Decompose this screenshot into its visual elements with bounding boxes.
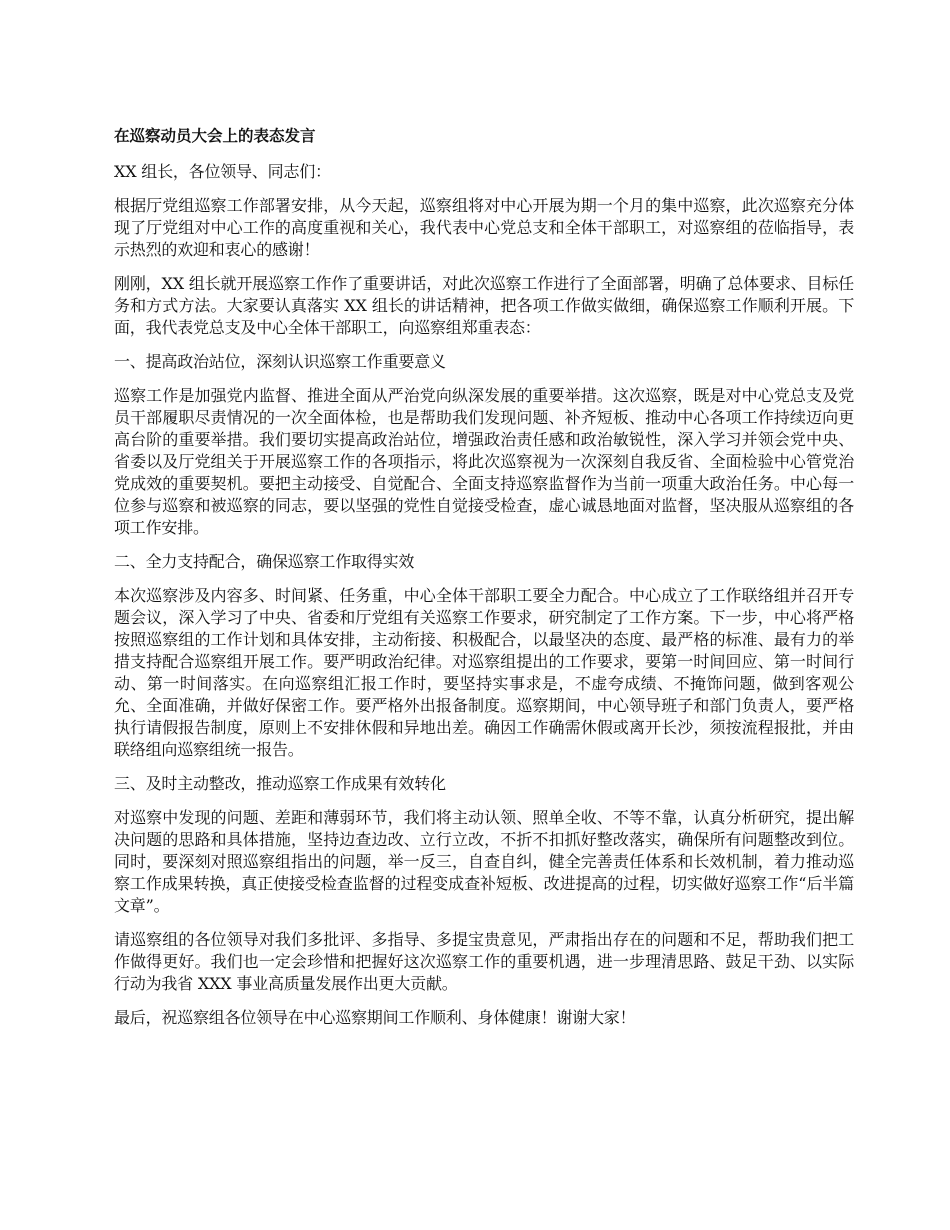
paragraph-section-2: 本次巡察涉及内容多、时间紧、任务重，中心全体干部职工要全力配合。中心成立了工作联络组并召开专题会议，深入学习了中央、省委和厅党组有关巡察工作要求，研究制定了工作方案。下一步，中心将严格按照巡察组的工作计划和具体安排，主动衔接、积极配合，以最坚决的态度、最严格的标准、最有力的举措支持配合巡察组开展工作。要严明政治纪律。对巡察组提出的工作要求，要第一时间回应、第一时间行动、第一时间落实。在向巡察组汇报工作时，要坚持实事求是，不虚夸成绩、不掩饰问题，做到客观公允、全面准确，并做好保密工作。要严格外出报备制度。巡察期间，中心领导班子和部门负责人，要严格执行请假报告制度，原则上不安排休假和异地出差。确因工作确需休假或离开长沙，须按流程报批，并由联络组向巡察组统一报告。 <box>114 586 854 759</box>
section-heading-3: 三、及时主动整改，推动巡察工作成果有效转化 <box>114 774 446 793</box>
section-heading-2: 二、全力支持配合，确保巡察工作取得实效 <box>114 552 415 571</box>
paragraph-request: 请巡察组的各位领导对我们多批评、多指导、多提宝贵意见，严肃指出存在的问题和不足，帮助我们把工作做得更好。我们也一定会珍惜和把握好这次巡察工作的重要机遇，进一步理清思路、鼓足干劲、以实际行动为我省 XXX 事业高质量发展作出更大贡献。 <box>114 930 854 993</box>
paragraph-statement: 刚刚，XX 组长就开展巡察工作作了重要讲话，对此次巡察工作进行了全面部署，明确了总体要求、目标任务和方式方法。大家要认真落实 XX 组长的讲话精神，把各项工作做实做细，确保巡察工作顺利开展。下面，我代表党总支及中心全体干部职工，向巡察组郑重表态： <box>114 274 854 337</box>
paragraph-section-3: 对巡察中发现的问题、差距和薄弱环节，我们将主动认领、照单全收、不等不靠，认真分析研究，提出解决问题的思路和具体措施，坚持边查边改、立行立改，不折不扣抓好整改落实，确保所有问题整改到位。同时，要深刻对照巡察组指出的问题，举一反三，自查自纠，健全完善责任体系和长效机制，着力推动巡察工作成果转换，真正使接受检查监督的过程变成查补短板、改进提高的过程，切实做好巡察工作“后半篇文章”。 <box>114 808 854 915</box>
section-heading-1: 一、提高政治站位，深刻认识巡察工作重要意义 <box>114 352 446 371</box>
paragraph-closing: 最后，祝巡察组各位领导在中心巡察期间工作顺利、身体健康！谢谢大家！ <box>114 1008 636 1027</box>
paragraph-intro: 根据厅党组巡察工作部署安排，从今天起，巡察组将对中心开展为期一个月的集中巡察，此次巡察充分体现了厅党组对中心工作的高度重视和关心，我代表中心党总支和全体干部职工，对巡察组的莅临指导，表示热烈的欢迎和衷心的感谢！ <box>114 196 854 259</box>
document-title: 在巡察动员大会上的表态发言 <box>114 127 316 145</box>
salutation: XX 组长，各位领导、同志们： <box>114 162 331 181</box>
paragraph-section-1: 巡察工作是加强党内监督、推进全面从严治党向纵深发展的重要举措。这次巡察，既是对中心党总支及党员干部履职尽责情况的一次全面体检，也是帮助我们发现问题、补齐短板、推动中心各项工作持续迈向更高台阶的重要举措。我们要切实提高政治站位，增强政治责任感和政治敏锐性，深入学习并领会党中央、省委以及厅党组关于开展巡察工作的各项指示，将此次巡察视为一次深刻自我反省、全面检验中心管党治党成效的重要契机。要把主动接受、自觉配合、全面支持巡察监督作为当前一项重大政治任务。中心每一位参与巡察和被巡察的同志，要以坚强的党性自觉接受检查，虚心诚恳地面对监督，坚决服从巡察组的各项工作安排。 <box>114 386 854 537</box>
document-page <box>114 125 854 1041</box>
